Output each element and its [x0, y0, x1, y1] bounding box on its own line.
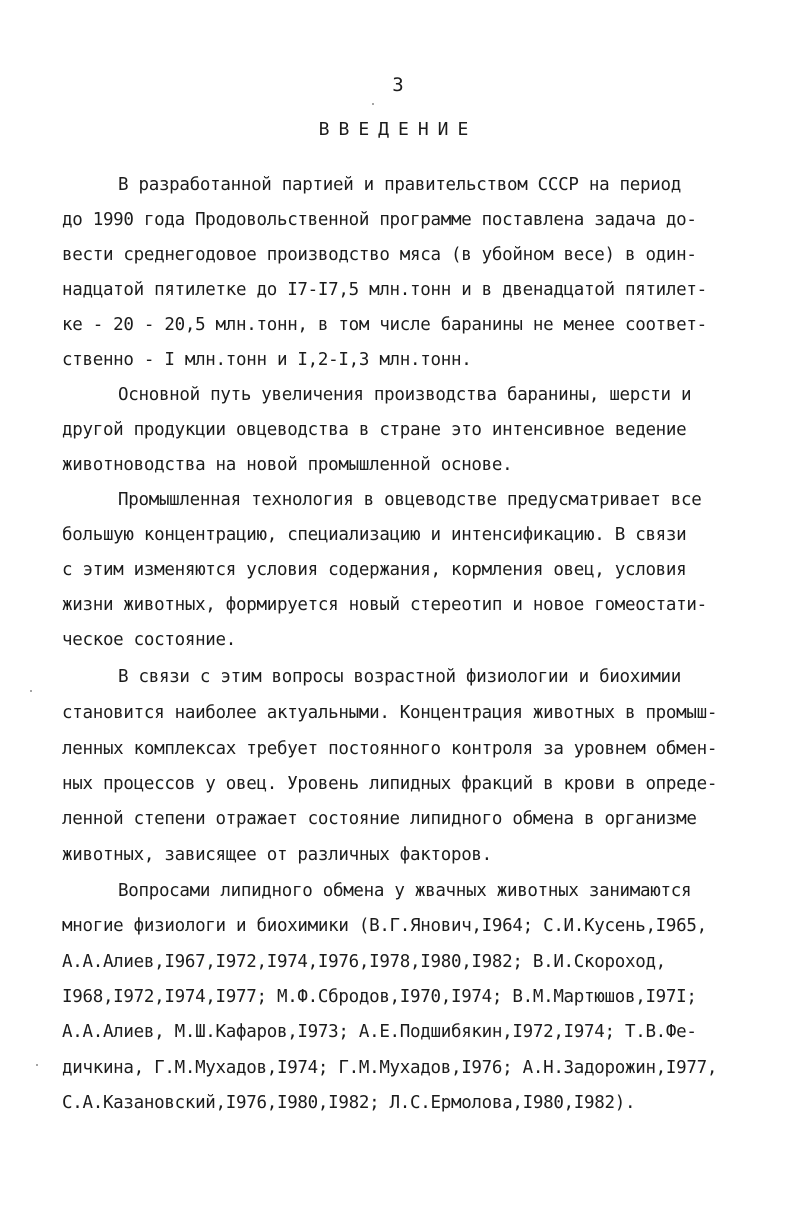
text-line: с этим изменяются условия содержания, кормления овец, условия — [62, 560, 687, 580]
text-line: ческое состояние. — [62, 630, 237, 650]
scan-speck — [372, 103, 374, 105]
text-line: С.А.Казановский,I976,I980,I982; Л.С.Ермолова,I980,I982). — [62, 1093, 636, 1113]
text-line: Промышленная технология в овцеводстве предусматривает все — [118, 490, 702, 510]
section-heading: ВВЕДЕНИЕ — [318, 119, 478, 140]
text-line: ных процессов у овец. Уровень липидных фракций в крови в опреде- — [62, 774, 718, 794]
text-line: ке - 20 - 20,5 млн.тонн, в том числе баранины не менее соответ- — [62, 315, 707, 335]
text-line: дичкина, Г.М.Мухадов,I974; Г.М.Мухадов,I976; А.Н.Задорожин,I977, — [62, 1058, 718, 1078]
text-line: надцатой пятилетке до I7-I7,5 млн.тонн и в двенадцатой пятилет- — [62, 280, 707, 300]
text-line: ственно - I млн.тонн и I,2-I,3 млн.тонн. — [62, 350, 472, 370]
text-line: до 1990 года Продовольственной программе поставлена задача до- — [62, 210, 697, 230]
text-line: животных, зависящее от различных факторов. — [62, 845, 492, 865]
text-line: другой продукции овцеводства в стране это интенсивное ведение — [62, 420, 687, 440]
text-line: В разработанной партией и правительством СССР на период — [118, 175, 681, 195]
scan-speck — [36, 1064, 38, 1066]
text-line: А.А.Алиев, М.Ш.Кафаров,I973; А.Е.Подшибякин,I972,I974; Т.В.Фе- — [62, 1022, 697, 1042]
text-line: большую концентрацию, специализацию и интенсификацию. В связи — [62, 525, 687, 545]
text-line: Основной путь увеличения производства баранины, шерсти и — [118, 385, 692, 405]
text-line: I968,I972,I974,I977; М.Ф.Сбродов,I970,I974; В.М.Мартюшов,I97I; — [62, 987, 697, 1007]
text-line: А.А.Алиев,I967,I972,I974,I976,I978,I980,I982; В.И.Скороход, — [62, 952, 666, 972]
text-line: животноводства на новой промышленной основе. — [62, 455, 513, 475]
text-line: вести среднегодовое производство мяса (в убойном весе) в один- — [62, 245, 697, 265]
text-line: жизни животных, формируется новый стереотип и новое гомеостати- — [62, 595, 707, 615]
text-line: Вопросами липидного обмена у жвачных животных занимаются — [118, 881, 692, 901]
text-line: становится наиболее актуальными. Концентрация животных в промыш- — [62, 703, 718, 723]
text-line: В связи с этим вопросы возрастной физиологии и биохимии — [118, 667, 681, 687]
text-line: ленных комплексах требует постоянного контроля за уровнем обмен- — [62, 739, 718, 759]
scan-speck — [30, 690, 32, 692]
text-line: ленной степени отражает состояние липидного обмена в организме — [62, 809, 697, 829]
text-line: многие физиологи и биохимики (В.Г.Янович,I964; С.И.Кусень,I965, — [62, 916, 707, 936]
page-number: 3 — [392, 74, 404, 96]
